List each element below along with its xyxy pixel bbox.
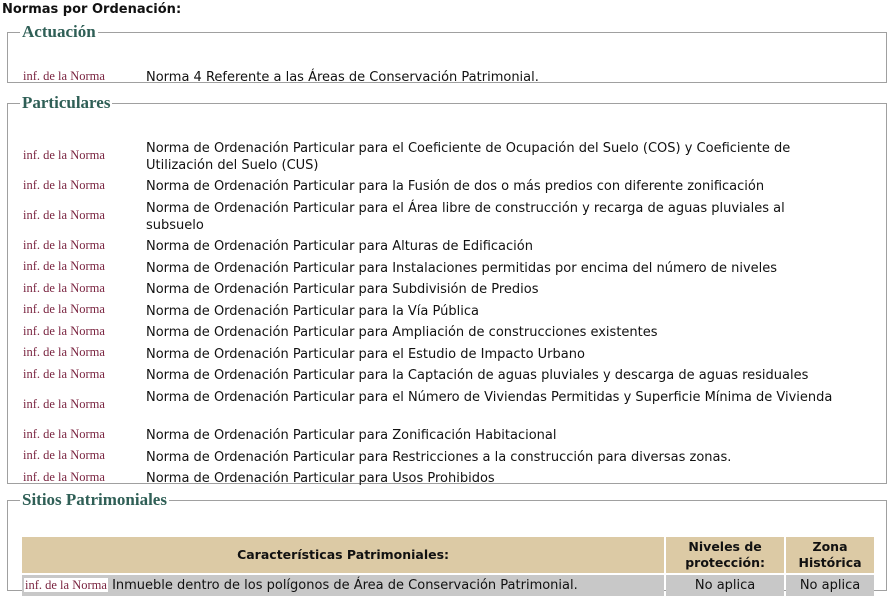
norma-info-link[interactable]: inf. de la Norma — [25, 578, 107, 592]
norma-info-link[interactable]: inf. de la Norma — [23, 69, 105, 83]
norma-description: Norma de Ordenación Particular para el Área libre de construcción y recarga de aguas pluviales al subsuelo — [146, 201, 785, 233]
table-row — [22, 575, 874, 596]
header-niveles-proteccion: Niveles de protección: — [666, 537, 784, 573]
cell-zona-historica: No aplica — [786, 575, 874, 596]
norma-description: Norma de Ordenación Particular para el Estudio de Impacto Urbano — [146, 347, 585, 362]
norma-description: Norma de Ordenación Particular para Subdivisión de Predios — [146, 282, 539, 297]
actuacion-section — [7, 23, 887, 83]
particulares-legend: Particulares — [22, 93, 111, 112]
norma-description: Norma de Ordenación Particular para Usos Prohibidos — [146, 471, 495, 486]
norma-description: Norma de Ordenación Particular para la Vía Pública — [146, 304, 479, 319]
norma-description: Norma de Ordenación Particular para el Coeficiente de Ocupación del Suelo (COS) y Coeficiente de Utilización del Suelo (CUS) — [146, 141, 791, 173]
norma-description: Norma de Ordenación Particular para Instalaciones permitidas por encima del número de niveles — [146, 261, 778, 276]
norma-info-link[interactable]: inf. de la Norma — [23, 281, 105, 295]
norma-description: Norma de Ordenación Particular para el Número de Viviendas Permitidas y Superficie Mínima de Vivienda — [146, 390, 833, 405]
table-header-row — [22, 537, 874, 573]
norma-info-link[interactable]: inf. de la Norma — [23, 302, 105, 316]
norma-description: Norma de Ordenación Particular para Ampliación de construcciones existentes — [146, 325, 658, 340]
cell-caracteristicas — [22, 575, 664, 596]
sitios-table — [20, 535, 876, 598]
cell-niveles-proteccion: No aplica — [666, 575, 784, 596]
page-title: Normas por Ordenación: — [2, 2, 182, 17]
caracteristicas-text: Inmueble dentro de los polígonos de Área de Conservación Patrimonial. — [112, 578, 578, 593]
norma-description: Norma de Ordenación Particular para la Captación de aguas pluviales y descarga de aguas residuales — [146, 368, 809, 383]
particulares-section — [7, 94, 887, 484]
norma-info-link[interactable]: inf. de la Norma — [23, 178, 105, 192]
norma-info-link[interactable]: inf. de la Norma — [23, 397, 105, 411]
actuacion-legend: Actuación — [22, 22, 96, 41]
norma-description: Norma 4 Referente a las Áreas de Conservación Patrimonial. — [146, 70, 539, 85]
norma-info-link[interactable]: inf. de la Norma — [23, 148, 105, 162]
norma-description: Norma de Ordenación Particular para la Fusión de dos o más predios con diferente zonificación — [146, 179, 765, 194]
norma-description: Norma de Ordenación Particular para Zonificación Habitacional — [146, 428, 557, 443]
header-caracteristicas: Características Patrimoniales: — [22, 537, 664, 573]
sitios-patrimoniales-section — [7, 491, 887, 591]
sitios-legend: Sitios Patrimoniales — [22, 490, 167, 509]
norma-info-link[interactable]: inf. de la Norma — [23, 324, 105, 338]
norma-info-link[interactable]: inf. de la Norma — [23, 259, 105, 273]
norma-description: Norma de Ordenación Particular para Restricciones a la construcción para diversas zonas. — [146, 450, 732, 465]
norma-info-link[interactable]: inf. de la Norma — [23, 238, 105, 252]
norma-info-link[interactable]: inf. de la Norma — [23, 208, 105, 222]
norma-info-link[interactable]: inf. de la Norma — [23, 367, 105, 381]
norma-info-link[interactable]: inf. de la Norma — [23, 470, 105, 484]
norma-description: Norma de Ordenación Particular para Alturas de Edificación — [146, 239, 533, 254]
norma-info-link[interactable]: inf. de la Norma — [23, 345, 105, 359]
header-zona-historica: Zona Histórica — [786, 537, 874, 573]
norma-info-link[interactable]: inf. de la Norma — [23, 448, 105, 462]
norma-info-link[interactable]: inf. de la Norma — [23, 427, 105, 441]
